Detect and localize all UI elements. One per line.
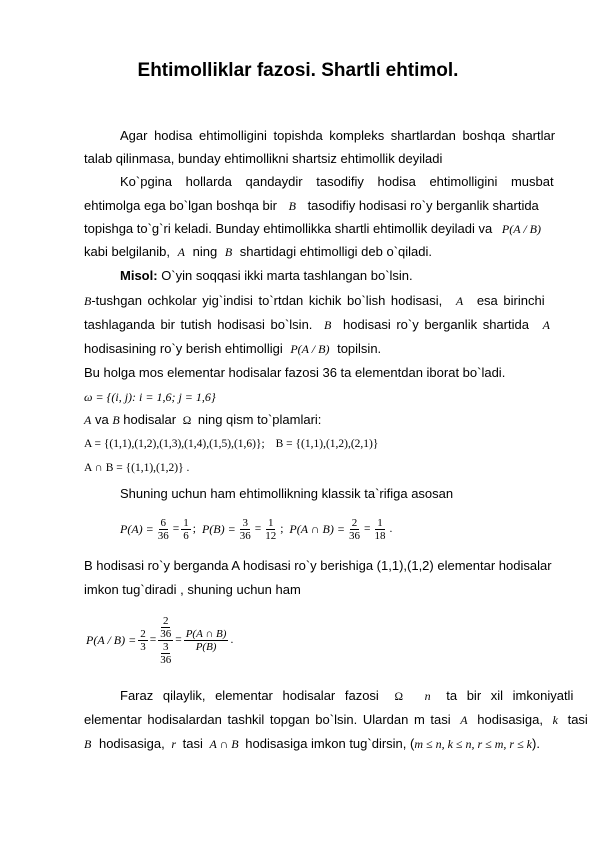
- conditional-formula: P(A / B) = $\frac{2}{3}$ = 2 36 3 36 = $\frac{P(A \cap B)}{P(B)}$ .: [86, 614, 234, 666]
- conditional-line-2: imkon tug`diradi , shuning uchun ham: [84, 582, 301, 597]
- classic-definition-line: Shuning uchun ham ehtimollikning klassik ta`rifiga asosan: [120, 486, 454, 501]
- fraction: $\frac{1}{18}$: [374, 516, 386, 542]
- fraction: $\frac{6}{36}$: [157, 516, 169, 542]
- paragraph-1-line-2: talab qilinmasa, bunday ehtimollikni shartsiz ehtimollik deyiladi: [84, 151, 443, 166]
- example-line-1: Misol: O`yin soqqasi ikki marta tashlangan bo`lsin.: [120, 268, 413, 283]
- set-A-intersect-B: A ∩ B = {(1,1),(1,2)} .: [84, 462, 190, 474]
- faraz-line-2: elementar hodisalardan tashkil topgan bo`lsin. Ulardan m tasi A hodisasiga, k tasi: [84, 712, 588, 727]
- example-line-4: hodisasining ro`y berish ehtimolligi P(A / B) topilsin.: [84, 341, 382, 356]
- fraction: $\frac{1}{6}$: [183, 516, 189, 542]
- fraction: $\frac{2}{36}$: [348, 516, 360, 542]
- fraction: $\frac{1}{12}$: [265, 516, 277, 542]
- example-line-3: tashlaganda bir tutish hodisasi bo`lsin. B hodisasi ro`y berganlik shartida A: [84, 317, 550, 332]
- faraz-line-3: B hodisasiga, r tasi A ∩ B hodisasiga imkon tug`dirsin, (m ≤ n, k ≤ n, r ≤ m, r ≤ k).: [84, 736, 540, 751]
- paragraph-2-line-4: kabi belgilanib, A ning B shartidagi ehtimolligi deb o`qiladi.: [84, 244, 433, 259]
- paragraph-2-line-3: topishga to`g`ri keladi. Bunday ehtimollikka shartli ehtimollik deyiladi va P(A / B): [84, 221, 541, 236]
- probabilities-line: P(A) = $\frac{6}{36}$ = $\frac{1}{6}$ ; P(B) = $\frac{3}{36}$ = $\frac{1}{12}$ ; P(A ∩ B) = $\frac{2}{36}$ = $\frac{1}{18}$ .: [120, 516, 393, 542]
- sample-space-line: Bu holga mos elementar hodisalar fazosi 36 ta elementdan iborat bo`ladi.: [84, 365, 506, 380]
- page-title: Ehtimolliklar fazosi. Shartli ehtimol.: [137, 60, 459, 81]
- fraction: $\frac{2}{3}$: [140, 627, 146, 653]
- faraz-line-1: Faraz qilaylik, elementar hodisalar fazosi Ω n ta bir xil imkoniyatli: [120, 688, 574, 703]
- omega-definition: ω = {(i, j): i = 1,6; j = 1,6}: [84, 390, 216, 404]
- compound-fraction: 2 36 3 36: [160, 614, 172, 666]
- paragraph-2-line-1: Ko`pgina hollarda qandaydir tasodifiy hodisa ehtimolligini musbat: [120, 174, 554, 189]
- fraction: $\frac{P(A \cap B)}{P(B)}$: [185, 627, 227, 653]
- sets-A-B: A = {(1,1),(1,2),(1,3),(1,4),(1,5),(1,6)}; B = {(1,1),(1,2),(2,1)}: [84, 438, 379, 450]
- subsets-line: A va B hodisalar Ω ning qism to`plamlari:: [84, 412, 322, 427]
- paragraph-1-line-1: Agar hodisa ehtimolligini topishda kompleks shartlardan boshqa shartlar: [120, 128, 556, 143]
- conditional-line-1: B hodisasi ro`y berganda A hodisasi ro`y berishiga (1,1),(1,2) elementar hodisalar: [84, 558, 552, 573]
- paragraph-2-line-2: ehtimolga ega bo`lgan boshqa bir B tasodifiy hodisasi ro`y berganlik shartida: [84, 198, 539, 213]
- fraction: $\frac{3}{36}$: [239, 516, 251, 542]
- example-line-2: B-tushgan ochkolar yig`indisi to`rtdan kichik bo`lish hodisasi, A esa birinchi: [84, 293, 545, 308]
